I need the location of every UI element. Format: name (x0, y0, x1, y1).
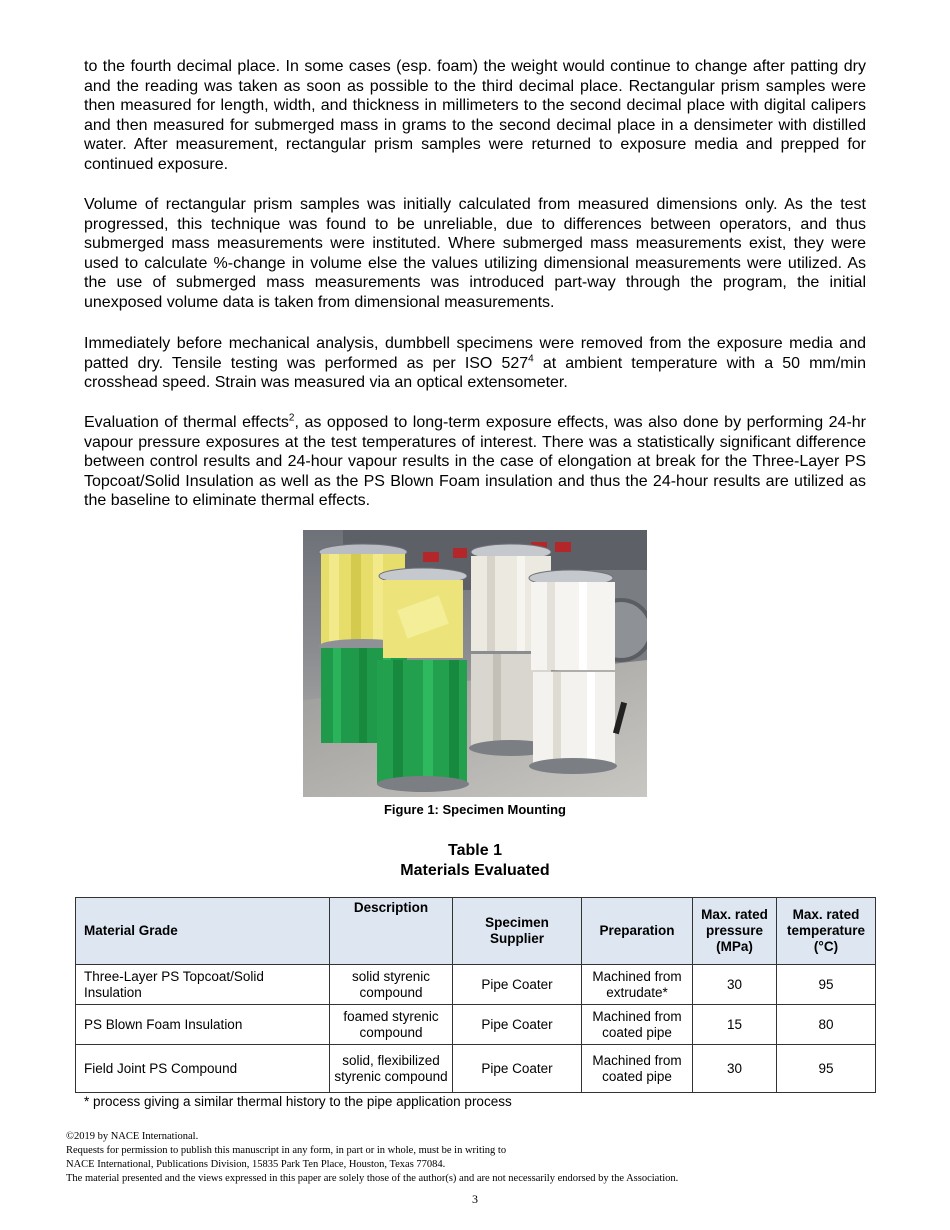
photo-illustration (303, 530, 647, 797)
table-title (0, 841, 950, 881)
cell-supplier: Pipe Coater (453, 1005, 582, 1045)
paragraph-text: Evaluation of thermal effects (84, 414, 289, 431)
copyright-footer (66, 1130, 678, 1186)
header-material-grade: Material Grade (76, 898, 330, 965)
cell-temperature: 95 (777, 1045, 876, 1093)
cell-preparation: Machined from extrudate* (582, 965, 693, 1005)
cell-material-grade: PS Blown Foam Insulation (76, 1005, 330, 1045)
table-footnote: * process giving a similar thermal history to the pipe application process (84, 1094, 512, 1109)
footer-line: Requests for permission to publish this manuscript in any form, in part or in whole, must be in writing to (66, 1145, 507, 1156)
paragraph-thermal-effects (84, 413, 866, 511)
paragraph-text: at ambient temperature with a 50 mm/min crosshead speed. Strain was measured via an optical extensometer. (84, 354, 866, 392)
paragraph-tensile-testing (84, 334, 866, 393)
table-name: Materials Evaluated (400, 862, 550, 879)
header-preparation: Preparation (582, 898, 693, 965)
table-row (76, 965, 876, 1005)
reference-superscript: 2 (288, 412, 295, 424)
header-specimen-supplier: Specimen Supplier (453, 898, 582, 965)
cell-temperature: 80 (777, 1005, 876, 1045)
header-max-temperature: Max. rated temperature (°C) (777, 898, 876, 965)
paragraph-text: Immediately before mechanical analysis, dumbbell specimens were removed from the exposure media and patted dry. Tensile testing was performed as per ISO 527 (84, 335, 866, 372)
cell-preparation: Machined from coated pipe (582, 1045, 693, 1093)
table-header-row (76, 898, 876, 965)
cell-supplier: Pipe Coater (453, 1045, 582, 1093)
materials-table (75, 897, 876, 1093)
paragraph-sample-measurement: to the fourth decimal place. In some cases (esp. foam) the weight would continue to change after patting dry and the reading was taken as soon as possible to the third decimal place. Rectangular prism samples were then measured for length, width, and thickness in millimeters to the second decimal place with digital calipers and then measured for submerged mass in grams to the second decimal place in a densimeter with distilled water. After measurement, rectangular prism samples were returned to exposure media and prepped for continued exposure. (84, 58, 866, 173)
cell-pressure: 30 (693, 965, 777, 1005)
cell-description: foamed styrenic compound (330, 1005, 453, 1045)
header-description: Description (330, 898, 453, 965)
page-number: 3 (472, 1192, 478, 1206)
table-number: Table 1 (448, 842, 502, 859)
table-row (76, 1045, 876, 1093)
paragraph-text: , as opposed to long-term exposure effects, was also done by performing 24-hr vapour pressure exposures at the test temperatures of interest. There was a statistically significant difference between control results and 24-hour vapour results in the case of elongation at break for the Three-Layer PS Topcoat/Solid Insulation as well as the PS Blown Foam insulation and thus the 24-hour results are utilized as the baseline to eliminate thermal effects. (84, 414, 867, 510)
cell-temperature: 95 (777, 965, 876, 1005)
table-row (76, 1005, 876, 1045)
cell-description: solid styrenic compound (330, 965, 453, 1005)
reference-superscript: 4 (528, 353, 534, 365)
footer-line: NACE International, Publications Division, 15835 Park Ten Place, Houston, Texas 77084. (66, 1159, 446, 1170)
cell-pressure: 15 (693, 1005, 777, 1045)
cell-description: solid, flexibilized styrenic compound (330, 1045, 453, 1093)
figure-caption: Figure 1: Specimen Mounting (383, 802, 566, 817)
cell-supplier: Pipe Coater (453, 965, 582, 1005)
paragraph-volume-calculation: Volume of rectangular prism samples was initially calculated from measured dimensions only. As the test progressed, this technique was found to be unreliable, due to differences between operators, and thus submerged mass measurements were instituted. Where submerged mass measurements exist, they were used to calculate %-change in volume else the values utilizing dimensional measurements were utilized. As the use of submerged mass measurements was introduced part-way through the program, the initial unexposed volume data is taken from dimensional measurements. (84, 196, 866, 311)
cell-material-grade: Three-Layer PS Topcoat/Solid Insulation (76, 965, 330, 1005)
cell-material-grade: Field Joint PS Compound (76, 1045, 330, 1093)
cell-preparation: Machined from coated pipe (582, 1005, 693, 1045)
footer-line: The material presented and the views expressed in this paper are solely those of the author(s) and are not necessarily endorsed by the Association. (66, 1173, 679, 1184)
header-max-pressure: Max. rated pressure (MPa) (693, 898, 777, 965)
footer-line: ©2019 by NACE International. (66, 1131, 199, 1142)
specimen-mounting-photo (303, 530, 647, 797)
cell-pressure: 30 (693, 1045, 777, 1093)
